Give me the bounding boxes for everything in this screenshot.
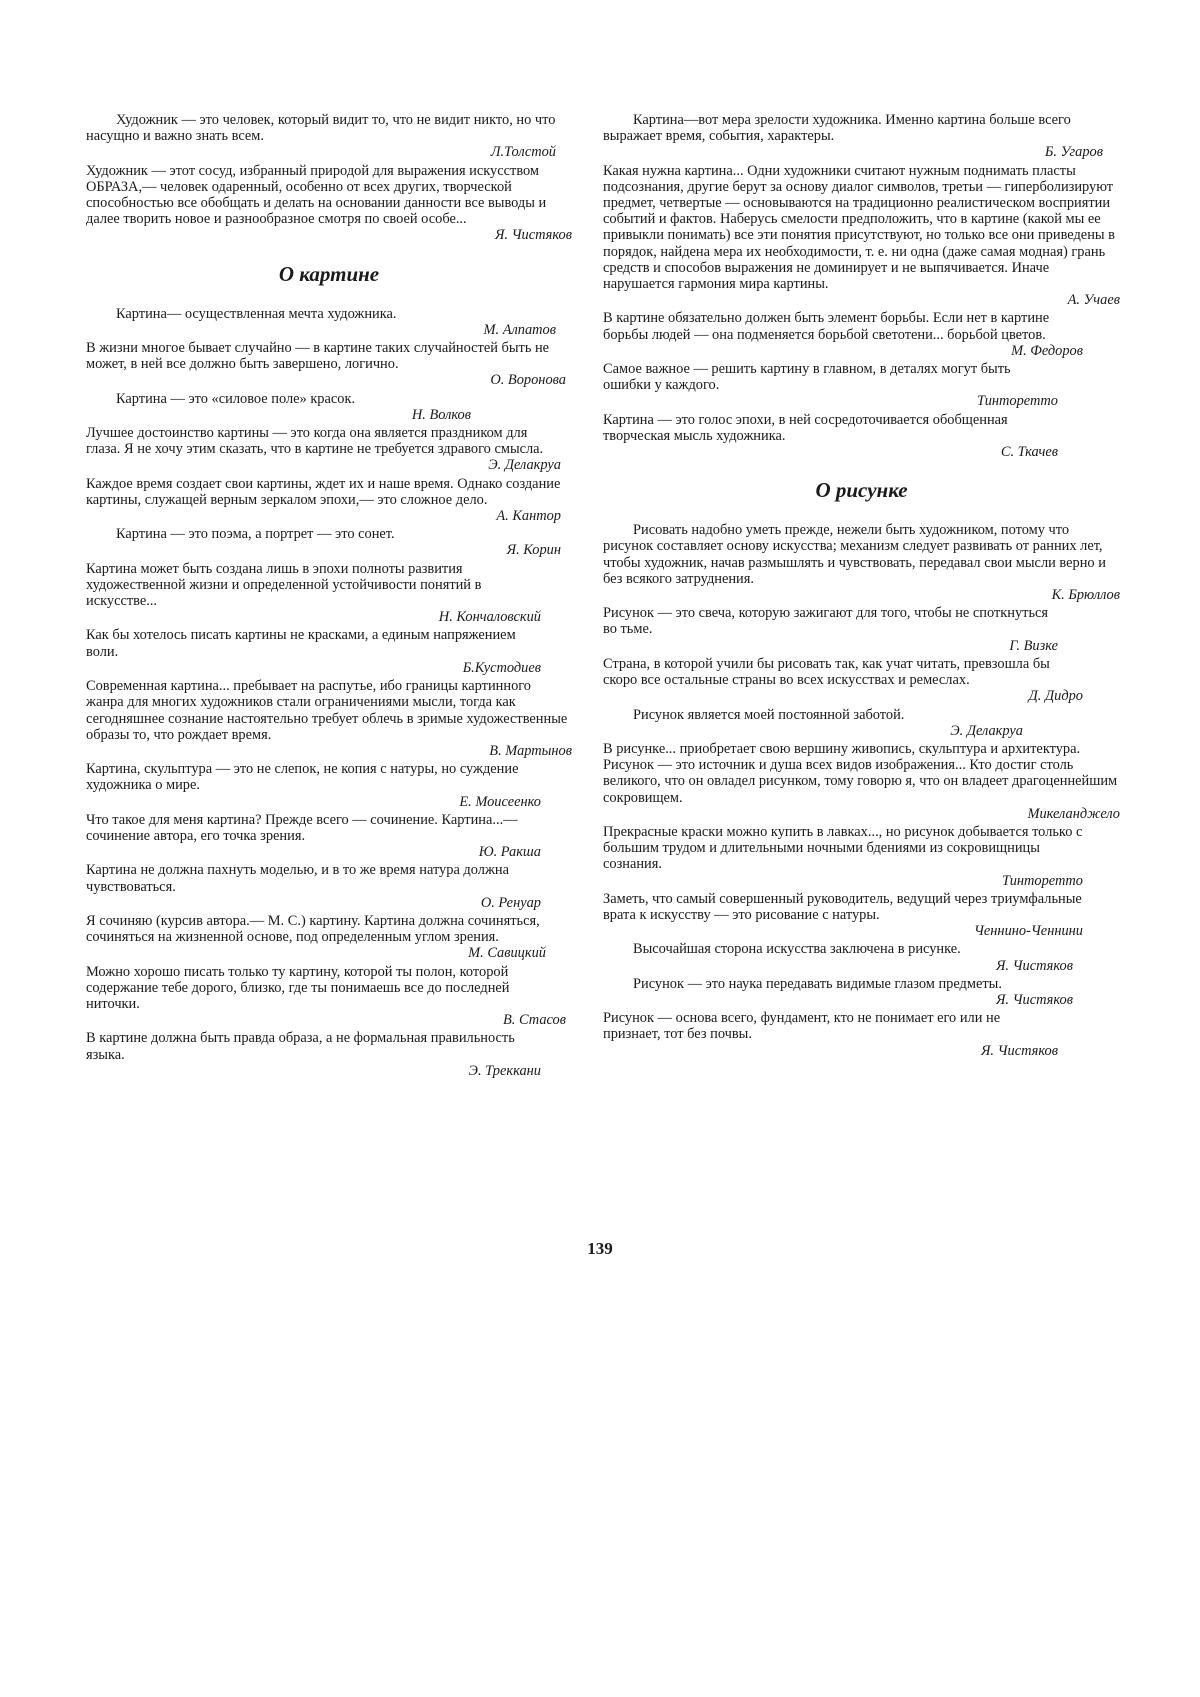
quote-block — [603, 412, 1058, 461]
quote-text: Рисунок — основа всего, фундамент, кто не понимает его или не признает, тот без почвы. — [603, 1010, 1001, 1043]
quote-text: В рисунке... приобретает свою вершину живопись, скульптура и архитектура. Рисунок — это источник и душа всех видов изображения... Кто достиг столь великого, что он овладел рисунком, тому говорю я, что он владеет драгоценнейшим сокровищем. — [603, 740, 1118, 806]
quote-text: Художник — это человек, который видит то, что не видит никто, но что насущно и важно знать всем. — [86, 112, 556, 145]
right-drawing-quotes — [603, 522, 1120, 1059]
quote-author: Г. Визке — [1009, 637, 1058, 654]
quote-author: Э. Делакруа — [950, 722, 1023, 739]
quote-block — [603, 522, 1120, 603]
quote-text: Картина — это «силовое поле» красок. — [116, 390, 356, 407]
quote-block — [86, 1030, 541, 1079]
quote-block — [86, 163, 572, 244]
quote-author: М. Алпатов — [483, 321, 556, 338]
quote-text: В жизни многое бывает случайно — в картине таких случайностей быть не может, в ней все должно быть завершено, логично. — [86, 340, 550, 373]
quote-text: Картина — это голос эпохи, в ней сосредоточивается обобщенная творческая мысль художника. — [603, 411, 1008, 444]
quote-block — [86, 526, 561, 558]
quote-author: А. Учаев — [1067, 292, 1120, 309]
quote-block — [603, 605, 1058, 654]
quote-text: Я сочиняю (курсив автора.— М. С.) картину. Картина должна сочиняться, сочиняться на жизненной основе, под определенным углом зрения. — [86, 912, 540, 946]
quote-author: Э. Треккани — [468, 1062, 541, 1079]
quote-author: В. Стасов — [502, 1012, 566, 1029]
quote-author: О. Воронова — [490, 372, 566, 389]
quote-text: Художник — этот сосуд, избранный природой для выражения искусством ОБРАЗА,— человек одаренный, особенно от всех других, творческой способностью все обобщать и делать на основании данности все выводы и далее творить новое и разнообразное смотря по своей особе... — [86, 162, 547, 228]
quote-block — [86, 812, 541, 861]
quote-text: Картина не должна пахнуть моделью, и в то же время натура должна чувствоваться. — [86, 862, 509, 895]
quote-text: Какая нужна картина... Одни художники считают нужным поднимать пласты подсознания, другие берут за основу диалог символов, третьи — гиперболизируют предмет, четвертые — основываются на традиционно реалистическом восприятии событий и фактов. Наберусь смелости предположить, что в картине (какой мы ее привыкли понимать) все эти понятия присутствуют, но только все они приведены в порядок, найдена мера их необходимости, т. е. ни одна (даже самая модная) грань средств и способов выражения не доминирует и не выпячивается. Иначе нарушается гармония мира картины. — [603, 162, 1115, 293]
quote-text: Можно хорошо писать только ту картину, которой ты полон, которой содержание тебе дорого, близко, где ты понимаешь все до последней ниточки. — [86, 963, 510, 1012]
quote-text: Прекрасные краски можно купить в лавках..., но рисунок добывается только с большим трудом и длительными ночными бдениями из сокровищницы сознания. — [603, 823, 1083, 873]
section-heading-drawing: О рисунке — [815, 478, 908, 503]
quote-block — [603, 656, 1083, 705]
quote-author: А. Кантор — [496, 508, 561, 525]
quote-text: Рисунок является моей постоянной заботой. — [633, 706, 905, 723]
quote-block — [86, 761, 541, 810]
quote-block — [86, 561, 541, 626]
quote-block — [603, 163, 1120, 309]
quote-author: Б. Угаров — [1044, 144, 1103, 161]
quote-block — [603, 891, 1083, 940]
right-intro-quotes — [603, 112, 1120, 460]
quote-block — [603, 1010, 1058, 1059]
quote-author: Тинторетто — [1002, 872, 1083, 889]
quote-text: Картина—вот мера зрелости художника. Именно картина больше всего выражает время, события, характеры. — [603, 112, 1071, 145]
quote-author: Я. Корин — [506, 542, 561, 559]
quote-text: Рисунок — это свеча, которую зажигают для того, чтобы не споткнуться во тьме. — [603, 605, 1049, 638]
page-number: 139 — [587, 1239, 613, 1258]
quote-text: Заметь, что самый совершенный руководитель, ведущий через триумфальные врата к искусству — это рисование с натуры. — [603, 890, 1082, 923]
quote-text: Как бы хотелось писать картины не красками, а единым напряжением воли. — [86, 627, 516, 660]
quote-author: Я. Чистяков — [995, 991, 1073, 1008]
quote-block — [603, 741, 1120, 822]
quote-text: Рисунок — это наука передавать видимые глазом предметы. — [633, 975, 1002, 992]
quote-author: Н. Кончаловский — [438, 609, 541, 626]
quote-author: Э. Делакруа — [488, 457, 561, 474]
quote-author: Д. Дидро — [1028, 688, 1083, 705]
quote-author: Ченнино-Ченнини — [973, 923, 1083, 940]
quote-author: О. Ренуар — [480, 894, 541, 911]
quote-text: В картине должна быть правда образа, а не формальная правильность языка. — [86, 1030, 515, 1063]
quote-block — [86, 964, 566, 1029]
quote-text: Рисовать надобно уметь прежде, нежели быть художником, потому что рисунок составляет основу искусства; механизм следует развивать от ранних лет, чтобы художник, начав размышлять и чувствовать, передавал свои мысли верно и без всякого затруднения. — [603, 522, 1106, 587]
quote-author: Л.Толстой — [490, 144, 556, 161]
quote-author: Б.Кустодиев — [462, 659, 541, 676]
quote-text: Высочайшая сторона искусства заключена в рисунке. — [633, 941, 961, 958]
left-intro-quotes — [86, 112, 572, 244]
quote-text: Каждое время создает свои картины, ждет их и наше время. Однако создание картины, служащей верным зеркалом эпохи,— это сложное дело. — [86, 475, 561, 508]
quote-author: Микеланджело — [1027, 805, 1120, 822]
quote-block — [603, 707, 1023, 739]
right-column — [603, 112, 1120, 1061]
quote-block — [603, 112, 1103, 161]
quote-author: В. Мартынов — [489, 742, 572, 759]
quote-block — [86, 112, 556, 161]
quote-block — [603, 941, 1073, 973]
quote-author: Н. Волков — [411, 406, 471, 423]
quote-text: Картина— осуществленная мечта художника. — [116, 305, 397, 322]
quote-text: Страна, в которой учили бы рисовать так, как учат читать, превзошла бы скоро все остальные страны во всех искусствах и ремеслах. — [603, 655, 1050, 689]
quote-block — [603, 310, 1083, 359]
section-heading-painting: О картине — [278, 261, 380, 286]
quote-block — [603, 976, 1073, 1008]
left-column — [86, 112, 572, 1081]
quote-block — [86, 678, 572, 759]
quote-text: Картина — это поэма, а портрет — это сонет. — [116, 526, 395, 543]
quote-block — [86, 391, 471, 423]
quote-block — [86, 306, 556, 338]
quote-text: Что такое для меня картина? Прежде всего — сочинение. Картина...— сочинение автора, его точка зрения. — [86, 811, 518, 844]
quote-text: Современная картина... пребывает на распутье, ибо границы картинного жанра для многих художников стали ограничениями мысли, тогда как сегодняшнее сознание настоятельно требует облечь в зримые художественные образы то, что рождает время. — [86, 678, 568, 743]
quote-author: Е. Моисеенко — [459, 793, 541, 810]
left-painting-quotes — [86, 306, 572, 1079]
quote-author: Я. Чистяков — [995, 957, 1073, 974]
quote-author: М. Федоров — [1011, 342, 1083, 359]
quote-author: Я. Чистяков — [494, 227, 572, 244]
quote-author: Ю. Ракша — [478, 844, 541, 861]
quote-author: К. Брюллов — [1051, 587, 1120, 604]
quote-block — [86, 913, 546, 962]
quote-text: Лучшее достоинство картины — это когда она является праздником для глаза. Я не хочу этим сказать, что в картине не требуется здравого смысла. — [86, 425, 544, 458]
quote-block — [86, 862, 541, 911]
quote-author: Тинторетто — [977, 393, 1058, 410]
quote-block — [603, 824, 1083, 889]
quote-text: Картина, скульптура — это не слепок, не копия с натуры, но суждение художника о мире. — [86, 761, 519, 794]
quote-block — [603, 361, 1058, 410]
quote-text: В картине обязательно должен быть элемент борьбы. Если нет в картине борьбы людей — она подменяется борьбой светотени... борьбой цветов. — [603, 310, 1050, 343]
quote-text: Самое важное — решить картину в главном, в деталях могут быть ошибки у каждого. — [603, 361, 1011, 394]
quote-author: С. Ткачев — [1000, 444, 1058, 461]
quote-block — [86, 627, 541, 676]
quote-block — [86, 425, 561, 474]
quote-block — [86, 340, 566, 389]
quote-author: Я. Чистяков — [980, 1042, 1058, 1059]
quote-author: М. Савицкий — [468, 945, 546, 962]
quote-block — [86, 476, 561, 525]
quote-text: Картина может быть создана лишь в эпохи полноты развития художественной жизни и определенной устойчивости понятий в искусстве... — [86, 560, 482, 610]
